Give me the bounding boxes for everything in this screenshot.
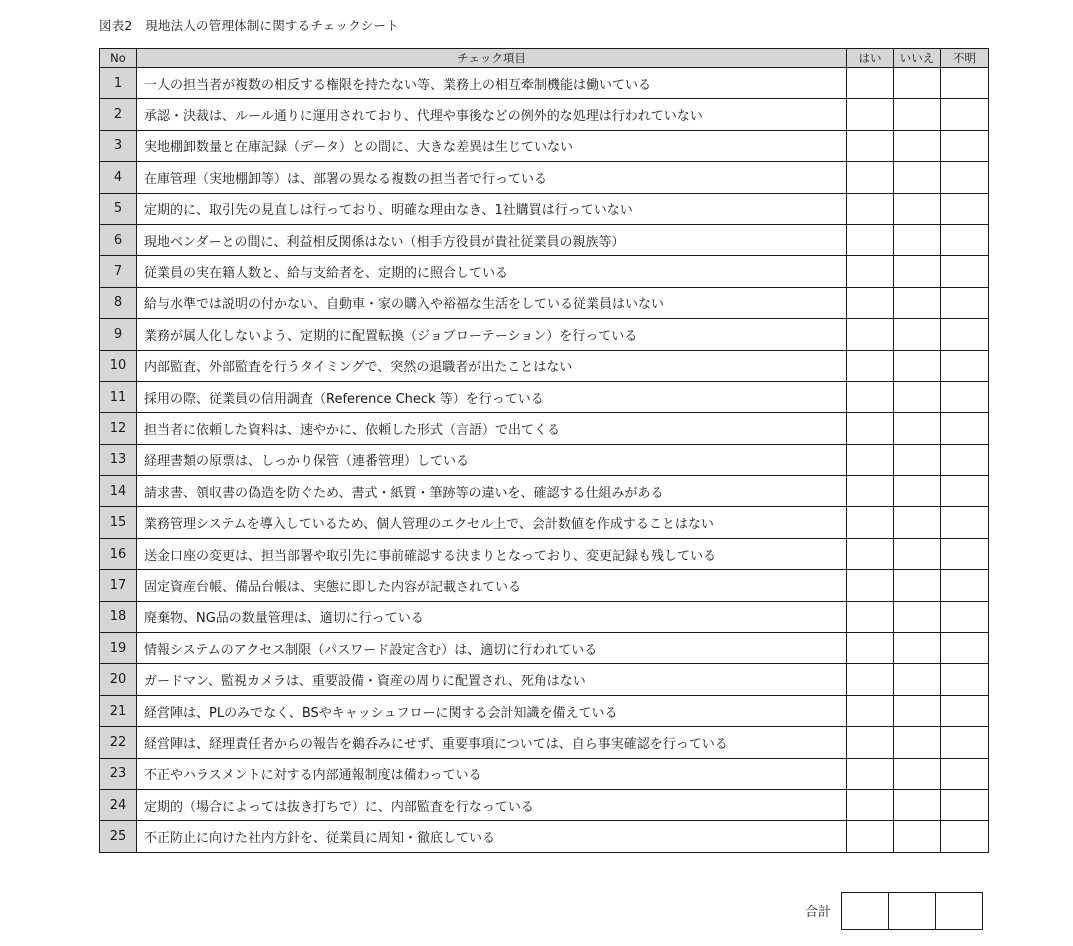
check-item-text: 廃棄物、NG品の数量管理は、適切に行っている xyxy=(137,601,847,632)
table-row xyxy=(100,789,989,820)
unknown-box[interactable] xyxy=(941,99,989,130)
table-row xyxy=(100,193,989,224)
yes-box[interactable] xyxy=(847,758,894,789)
check-item-text: 請求書、領収書の偽造を防ぐため、書式・紙質・筆跡等の違いを、確認する仕組みがある xyxy=(137,476,847,507)
no-box[interactable] xyxy=(894,789,941,820)
yes-box[interactable] xyxy=(847,381,894,412)
check-item-text: 在庫管理（実地棚卸等）は、部署の異なる複数の担当者で行っている xyxy=(137,162,847,193)
row-number: 4 xyxy=(100,162,137,193)
row-number: 16 xyxy=(100,538,137,569)
total-section xyxy=(805,892,983,929)
no-box[interactable] xyxy=(894,476,941,507)
unknown-box[interactable] xyxy=(941,538,989,569)
row-number: 8 xyxy=(100,287,137,318)
yes-box[interactable] xyxy=(847,287,894,318)
table-row xyxy=(100,99,989,130)
checklist-table xyxy=(99,48,989,853)
table-row xyxy=(100,68,989,99)
row-number: 22 xyxy=(100,727,137,758)
table-row xyxy=(100,444,989,475)
no-box[interactable] xyxy=(894,507,941,538)
row-number: 15 xyxy=(100,507,137,538)
row-number: 1 xyxy=(100,68,137,99)
yes-box[interactable] xyxy=(847,350,894,381)
header-row xyxy=(100,49,989,68)
check-item-text: 経営陣は、PLのみでなく、BSやキャッシュフローに関する会計知識を備えている xyxy=(137,695,847,726)
yes-box[interactable] xyxy=(847,601,894,632)
unknown-box[interactable] xyxy=(941,695,989,726)
yes-box[interactable] xyxy=(847,507,894,538)
yes-box[interactable] xyxy=(847,476,894,507)
table-row xyxy=(100,476,989,507)
unknown-box[interactable] xyxy=(941,413,989,444)
yes-box[interactable] xyxy=(847,224,894,255)
total-label: 合計 xyxy=(805,905,832,920)
yes-box[interactable] xyxy=(847,821,894,852)
yes-box[interactable] xyxy=(847,633,894,664)
yes-box[interactable] xyxy=(847,664,894,695)
row-number: 9 xyxy=(100,319,137,350)
check-item-text: 定期的（場合によっては抜き打ちで）に、内部監査を行なっている xyxy=(137,789,847,820)
unknown-box[interactable] xyxy=(941,256,989,287)
yes-box[interactable] xyxy=(847,695,894,726)
table-row xyxy=(100,821,989,852)
unknown-box[interactable] xyxy=(941,601,989,632)
no-box[interactable] xyxy=(894,381,941,412)
unknown-box[interactable] xyxy=(941,664,989,695)
row-number: 18 xyxy=(100,601,137,632)
check-item-text: 経営陣は、経理責任者からの報告を鵜呑みにせず、重要事項については、自ら事実確認を行っている xyxy=(137,727,847,758)
row-number: 19 xyxy=(100,633,137,664)
yes-box[interactable] xyxy=(847,319,894,350)
check-item-text: 経理書類の原票は、しっかり保管（連番管理）している xyxy=(137,444,847,475)
unknown-box[interactable] xyxy=(941,319,989,350)
unknown-box[interactable] xyxy=(941,633,989,664)
total-unknown-box[interactable] xyxy=(936,892,983,929)
table-row xyxy=(100,570,989,601)
table-row xyxy=(100,287,989,318)
figure-caption: 図表2 現地法人の管理体制に関するチェックシート xyxy=(99,18,399,33)
no-box[interactable] xyxy=(894,444,941,475)
check-item-text: 内部監査、外部監査を行うタイミングで、突然の退職者が出たことはない xyxy=(137,350,847,381)
check-item-text: 一人の担当者が複数の相反する権限を持たない等、業務上の相互牽制機能は働いている xyxy=(137,68,847,99)
yes-box[interactable] xyxy=(847,789,894,820)
check-item-text: ガードマン、監視カメラは、重要設備・資産の周りに配置され、死角はない xyxy=(137,664,847,695)
yes-box[interactable] xyxy=(847,413,894,444)
no-box[interactable] xyxy=(894,68,941,99)
no-box[interactable] xyxy=(894,319,941,350)
no-box[interactable] xyxy=(894,695,941,726)
no-box[interactable] xyxy=(894,601,941,632)
row-number: 12 xyxy=(100,413,137,444)
table-row xyxy=(100,664,989,695)
total-boxes xyxy=(841,892,983,930)
header-yes: はい xyxy=(847,49,894,68)
row-number: 6 xyxy=(100,224,137,255)
no-box[interactable] xyxy=(894,727,941,758)
unknown-box[interactable] xyxy=(941,193,989,224)
unknown-box[interactable] xyxy=(941,224,989,255)
no-box[interactable] xyxy=(894,350,941,381)
yes-box[interactable] xyxy=(847,193,894,224)
unknown-box[interactable] xyxy=(941,287,989,318)
table-row xyxy=(100,507,989,538)
unknown-box[interactable] xyxy=(941,350,989,381)
yes-box[interactable] xyxy=(847,538,894,569)
table-row xyxy=(100,601,989,632)
no-box[interactable] xyxy=(894,570,941,601)
yes-box[interactable] xyxy=(847,570,894,601)
unknown-box[interactable] xyxy=(941,507,989,538)
yes-box[interactable] xyxy=(847,727,894,758)
table-row xyxy=(100,381,989,412)
unknown-box[interactable] xyxy=(941,444,989,475)
yes-box[interactable] xyxy=(847,99,894,130)
table-row xyxy=(100,319,989,350)
row-number: 21 xyxy=(100,695,137,726)
header-no-answer: いいえ xyxy=(894,49,941,68)
unknown-box[interactable] xyxy=(941,130,989,161)
unknown-box[interactable] xyxy=(941,821,989,852)
yes-box[interactable] xyxy=(847,130,894,161)
check-item-text: 業務管理システムを導入しているため、個人管理のエクセル上で、会計数値を作成することはない xyxy=(137,507,847,538)
unknown-box[interactable] xyxy=(941,570,989,601)
row-number: 14 xyxy=(100,476,137,507)
no-box[interactable] xyxy=(894,162,941,193)
header-check-item: チェック項目 xyxy=(137,49,847,68)
check-item-text: 固定資産台帳、備品台帳は、実態に即した内容が記載されている xyxy=(137,570,847,601)
no-box[interactable] xyxy=(894,287,941,318)
row-number: 2 xyxy=(100,99,137,130)
check-item-text: 不正防止に向けた社内方針を、従業員に周知・徹底している xyxy=(137,821,847,852)
row-number: 20 xyxy=(100,664,137,695)
no-box[interactable] xyxy=(894,413,941,444)
yes-box[interactable] xyxy=(847,444,894,475)
table-row xyxy=(100,538,989,569)
table-row xyxy=(100,224,989,255)
no-box[interactable] xyxy=(894,633,941,664)
no-box[interactable] xyxy=(894,130,941,161)
row-number: 7 xyxy=(100,256,137,287)
no-box[interactable] xyxy=(894,821,941,852)
check-item-text: 業務が属人化しないよう、定期的に配置転換（ジョブローテーション）を行っている xyxy=(137,319,847,350)
table-row xyxy=(100,130,989,161)
row-number: 11 xyxy=(100,381,137,412)
no-box[interactable] xyxy=(894,664,941,695)
unknown-box[interactable] xyxy=(941,758,989,789)
table-row xyxy=(100,256,989,287)
no-box[interactable] xyxy=(894,224,941,255)
row-number: 25 xyxy=(100,821,137,852)
no-box[interactable] xyxy=(894,193,941,224)
yes-box[interactable] xyxy=(847,68,894,99)
header-unknown: 不明 xyxy=(941,49,989,68)
table-row xyxy=(100,727,989,758)
row-number: 13 xyxy=(100,444,137,475)
unknown-box[interactable] xyxy=(941,727,989,758)
check-item-text: 実地棚卸数量と在庫記録（データ）との間に、大きな差異は生じていない xyxy=(137,130,847,161)
unknown-box[interactable] xyxy=(941,162,989,193)
table-row xyxy=(100,350,989,381)
row-number: 5 xyxy=(100,193,137,224)
check-item-text: 情報システムのアクセス制限（パスワード設定含む）は、適切に行われている xyxy=(137,633,847,664)
table-row xyxy=(100,162,989,193)
check-item-text: 従業員の実在籍人数と、給与支給者を、定期的に照合している xyxy=(137,256,847,287)
table-row xyxy=(100,413,989,444)
yes-box[interactable] xyxy=(847,162,894,193)
no-box[interactable] xyxy=(894,99,941,130)
check-item-text: 担当者に依頼した資料は、速やかに、依頼した形式（言語）で出てくる xyxy=(137,413,847,444)
unknown-box[interactable] xyxy=(941,68,989,99)
check-item-text: 採用の際、従業員の信用調査（Reference Check 等）を行っている xyxy=(137,381,847,412)
row-number: 10 xyxy=(100,350,137,381)
unknown-box[interactable] xyxy=(941,476,989,507)
no-box[interactable] xyxy=(894,256,941,287)
unknown-box[interactable] xyxy=(941,789,989,820)
check-item-text: 現地ベンダーとの間に、利益相反関係はない（相手方役員が貴社従業員の親族等） xyxy=(137,224,847,255)
header-no: No xyxy=(100,49,137,68)
check-item-text: 不正やハラスメントに対する内部通報制度は備わっている xyxy=(137,758,847,789)
no-box[interactable] xyxy=(894,538,941,569)
total-no-box[interactable] xyxy=(889,892,936,929)
total-yes-box[interactable] xyxy=(842,892,889,929)
table-row xyxy=(100,633,989,664)
row-number: 17 xyxy=(100,570,137,601)
check-item-text: 給与水準では説明の付かない、自動車・家の購入や裕福な生活をしている従業員はいない xyxy=(137,287,847,318)
check-item-text: 承認・決裁は、ルール通りに運用されており、代理や事後などの例外的な処理は行われていない xyxy=(137,99,847,130)
check-item-text: 送金口座の変更は、担当部署や取引先に事前確認する決まりとなっており、変更記録も残している xyxy=(137,538,847,569)
unknown-box[interactable] xyxy=(941,381,989,412)
table-row xyxy=(100,758,989,789)
yes-box[interactable] xyxy=(847,256,894,287)
no-box[interactable] xyxy=(894,758,941,789)
row-number: 24 xyxy=(100,789,137,820)
row-number: 3 xyxy=(100,130,137,161)
check-item-text: 定期的に、取引先の見直しは行っており、明確な理由なき、1社購買は行っていない xyxy=(137,193,847,224)
table-row xyxy=(100,695,989,726)
row-number: 23 xyxy=(100,758,137,789)
